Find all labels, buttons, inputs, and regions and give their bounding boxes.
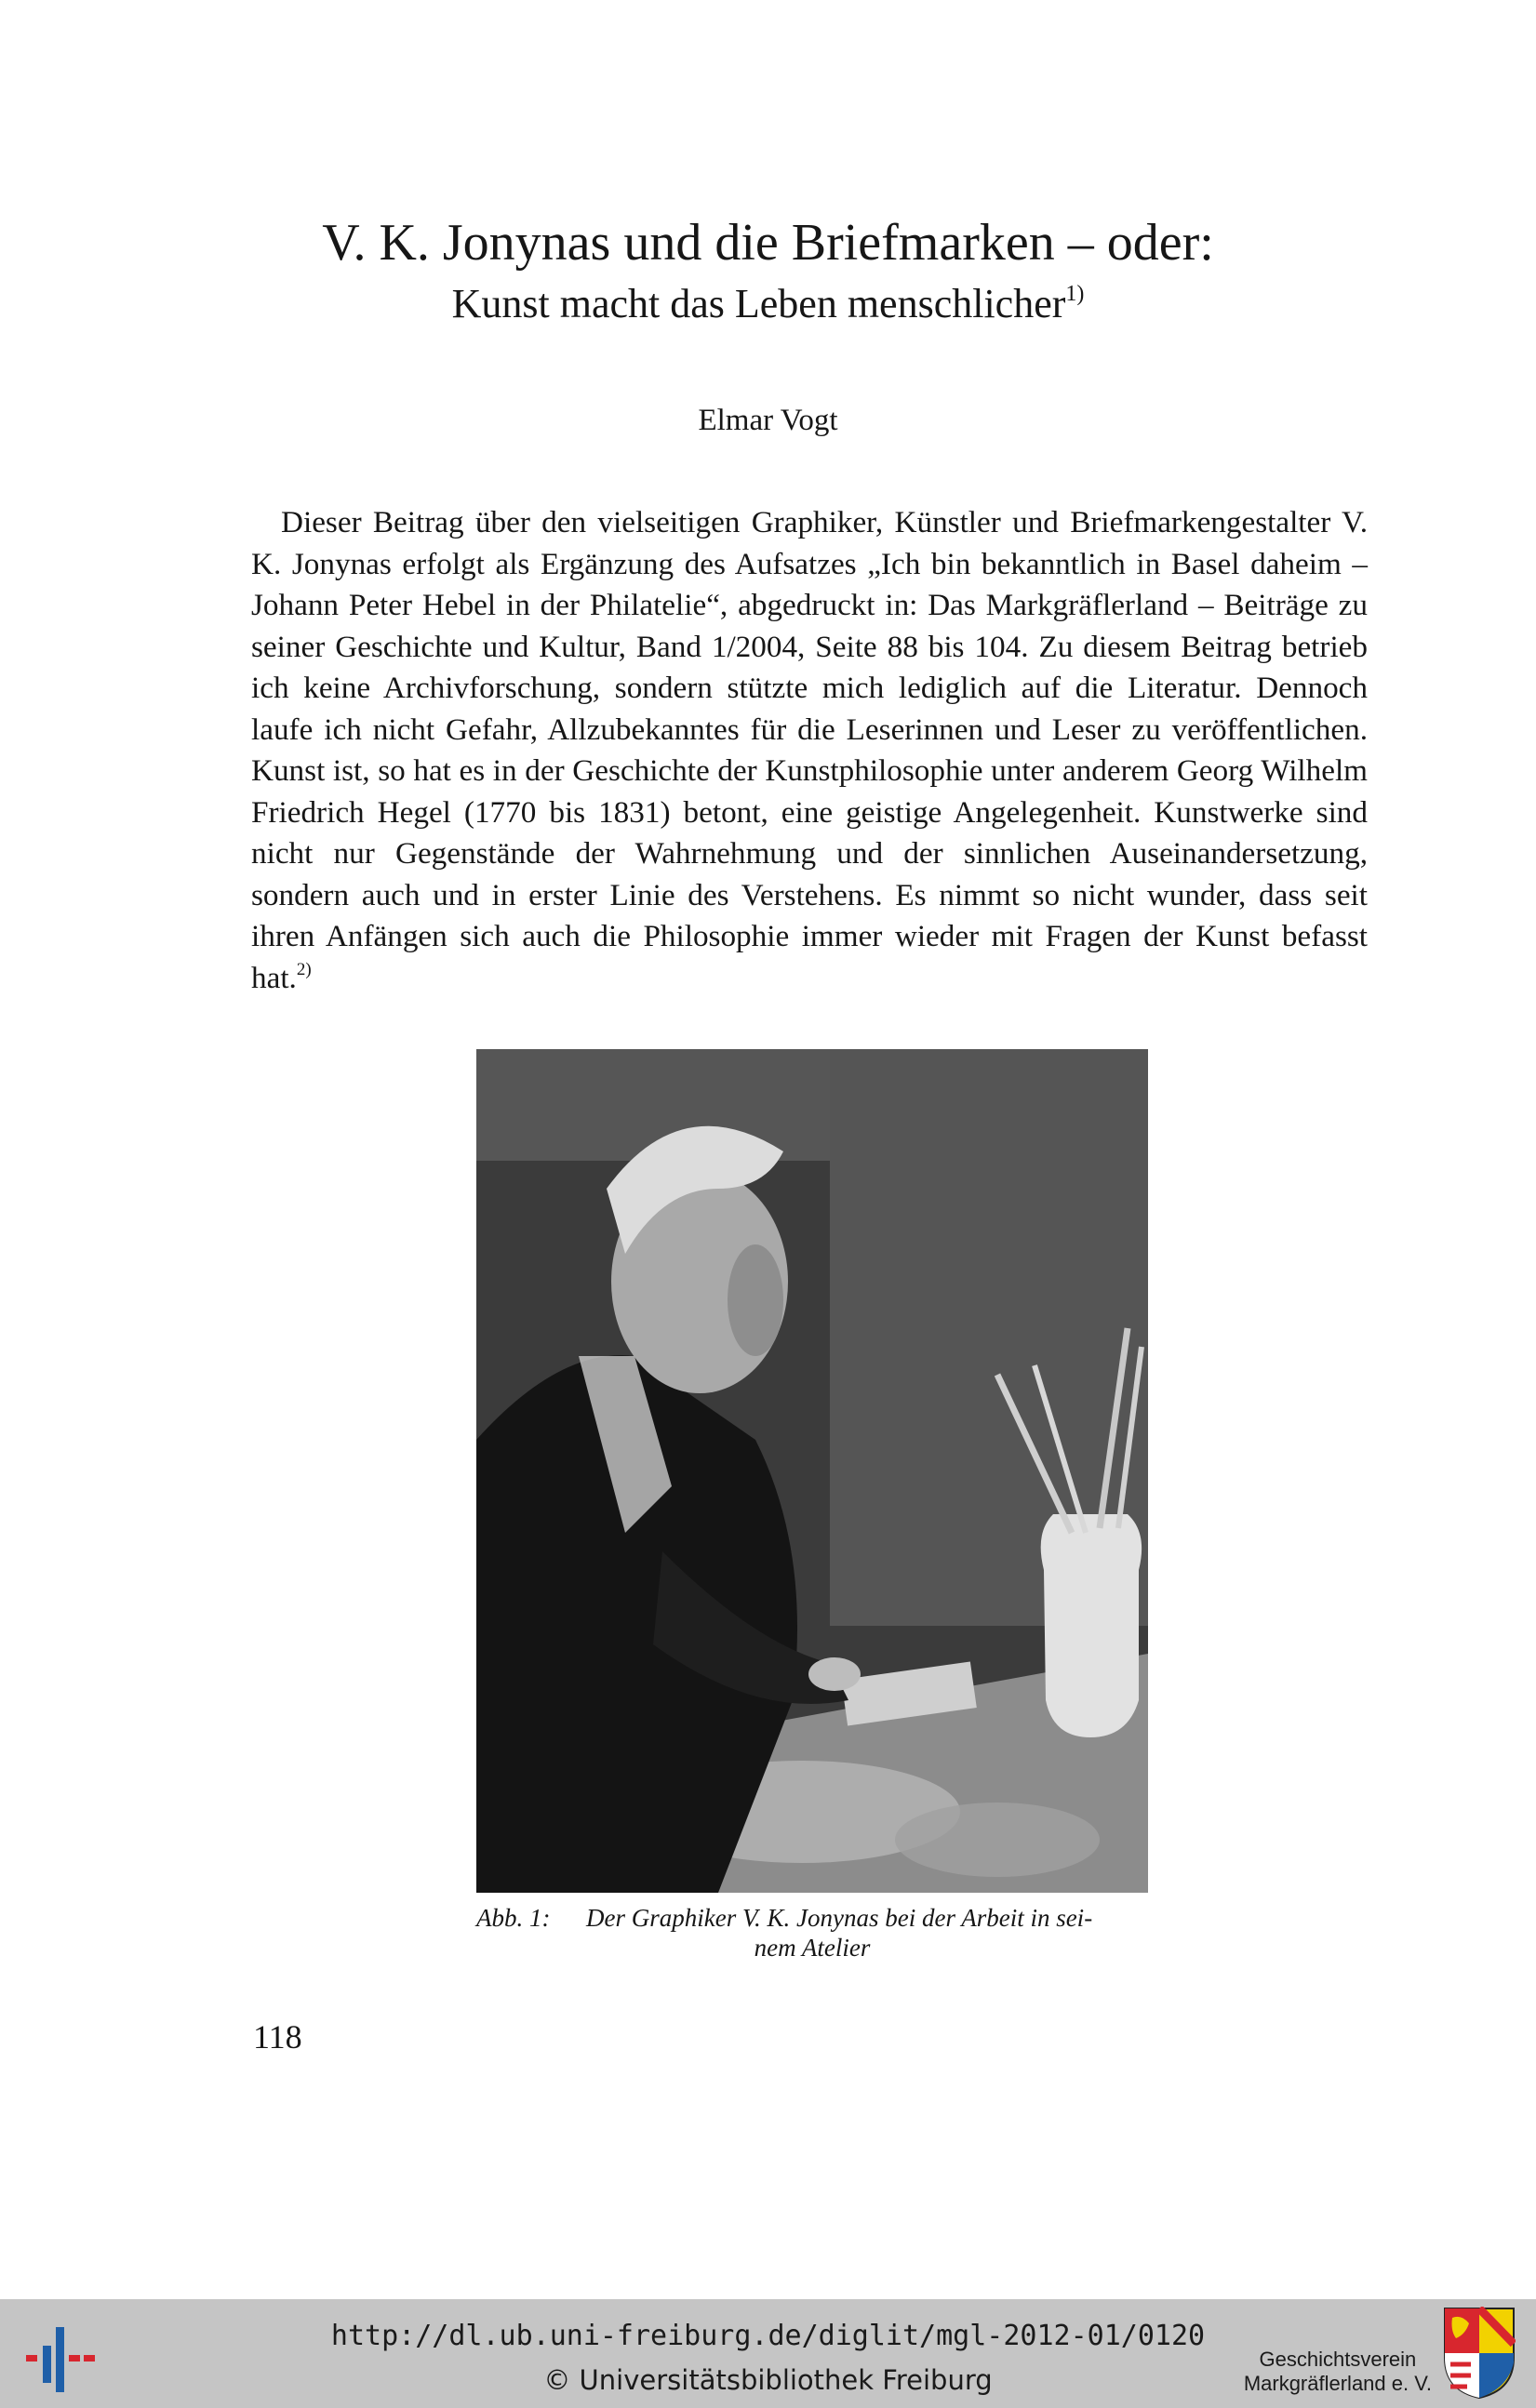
footer-bar xyxy=(0,2299,1536,2408)
body-paragraph xyxy=(251,502,1368,999)
figure-photo xyxy=(476,1049,1148,1893)
markgraeflerland-crest-icon[interactable] xyxy=(1443,2307,1516,2400)
caption-line-2: nem Atelier xyxy=(754,1934,871,1962)
footnote-ref-2[interactable]: 2) xyxy=(296,959,312,979)
paragraph-text: Dieser Beitrag über den vielseitigen Graphiker, Künstler und Briefmarkengestalter V. K. Jonynas erfolgt als Ergänzung des Aufsatzes „Ich bin bekanntlich in Basel daheim – Johann Peter Hebel in der Philatelie“, abgedruckt in: Das Markgräflerland – Beiträge zu seiner Geschichte und Kultur, Band 1/2004, Seite 88 bis 104. Zu diesem Beitrag betrieb ich keine Archivforschung, sondern stützte mich lediglich auf die Literatur. Dennoch laufe ich nicht Gefahr, Allzubekanntes für die Leserinnen und Leser zu veröffentlichen. Kunst ist, so hat es in der Geschichte der Kunstphilosophie unter anderem Georg Wilhelm Friedrich Hegel (1770 bis 1831) betont, eine geistige Angelegenheit. Kunstwerke sind nicht nur Gegenstände der Wahrnehmung und der sinnlichen Auseinandersetzung, sondern auch und in erster Linie des Verstehens. Es nimmt so nicht wunder, dass seit ihren Anfängen sich auch die Philosophie immer wieder mit Fragen der Kunst befasst hat. xyxy=(251,505,1368,995)
figure-label: Abb. 1: xyxy=(476,1904,551,1932)
copyright-notice: © Universitätsbibliothek Freiburg xyxy=(543,2364,993,2396)
subtitle-text: Kunst macht das Leben menschlicher xyxy=(451,281,1066,326)
footnote-ref-1[interactable]: 1) xyxy=(1065,282,1085,306)
society-line-1: Geschichtsverein xyxy=(1259,2348,1417,2371)
page-title: V. K. Jonynas und die Briefmarken – oder: xyxy=(322,214,1214,272)
permalink-url[interactable]: http://dl.ub.uni-freiburg.de/diglit/mgl-2012-01/0120 xyxy=(330,2320,1206,2352)
figure-caption xyxy=(476,1903,1148,1962)
page-subtitle xyxy=(0,279,1536,329)
society-line-2: Markgräflerland e. V. xyxy=(1243,2372,1432,2395)
author-name: Elmar Vogt xyxy=(698,404,838,437)
society-name xyxy=(1244,2348,1432,2396)
page-number: 118 xyxy=(253,2018,302,2055)
caption-line-1: Der Graphiker V. K. Jonynas bei der Arbeit in sei- xyxy=(586,1904,1093,1932)
artist-photo-illustration xyxy=(476,1049,1148,1893)
